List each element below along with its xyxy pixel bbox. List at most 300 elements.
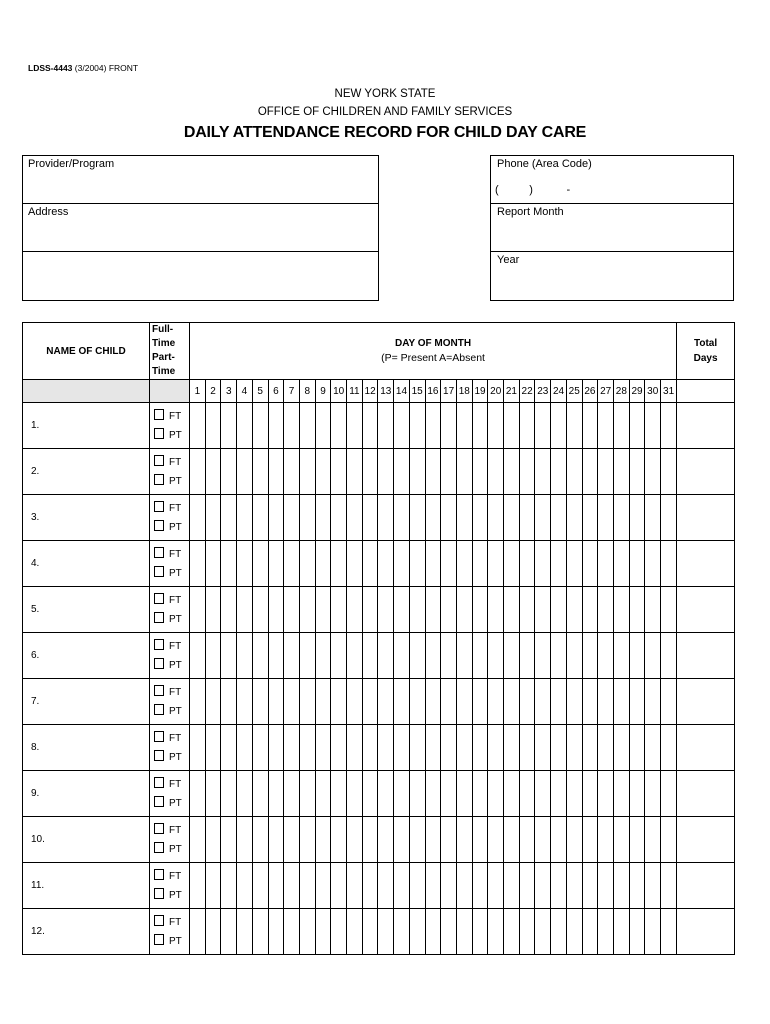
attendance-cell-day-11[interactable] <box>347 771 363 817</box>
attendance-cell-day-28[interactable] <box>613 679 629 725</box>
attendance-cell-day-26[interactable] <box>582 449 598 495</box>
attendance-cell-day-7[interactable] <box>284 403 300 449</box>
ft-checkbox[interactable] <box>154 639 164 650</box>
attendance-cell-day-22[interactable] <box>519 863 535 909</box>
attendance-cell-day-31[interactable] <box>661 725 677 771</box>
attendance-cell-day-13[interactable] <box>378 633 394 679</box>
attendance-cell-day-26[interactable] <box>582 771 598 817</box>
attendance-cell-day-19[interactable] <box>472 495 488 541</box>
attendance-cell-day-18[interactable] <box>456 863 472 909</box>
attendance-cell-day-25[interactable] <box>566 541 582 587</box>
attendance-cell-day-26[interactable] <box>582 909 598 955</box>
attendance-cell-day-7[interactable] <box>284 771 300 817</box>
attendance-cell-day-6[interactable] <box>268 817 284 863</box>
attendance-cell-day-23[interactable] <box>535 909 551 955</box>
total-days-cell[interactable] <box>677 817 735 863</box>
attendance-cell-day-8[interactable] <box>299 495 315 541</box>
attendance-cell-day-25[interactable] <box>566 771 582 817</box>
attendance-cell-day-12[interactable] <box>362 679 378 725</box>
attendance-cell-day-14[interactable] <box>394 679 410 725</box>
attendance-cell-day-31[interactable] <box>661 587 677 633</box>
attendance-cell-day-19[interactable] <box>472 541 488 587</box>
attendance-cell-day-5[interactable] <box>252 541 268 587</box>
child-name-cell[interactable] <box>23 817 150 863</box>
attendance-cell-day-19[interactable] <box>472 449 488 495</box>
attendance-cell-day-22[interactable] <box>519 633 535 679</box>
attendance-cell-day-3[interactable] <box>221 725 237 771</box>
attendance-cell-day-2[interactable] <box>205 495 221 541</box>
attendance-cell-day-5[interactable] <box>252 725 268 771</box>
attendance-cell-day-26[interactable] <box>582 725 598 771</box>
attendance-cell-day-12[interactable] <box>362 909 378 955</box>
attendance-cell-day-3[interactable] <box>221 771 237 817</box>
ft-checkbox[interactable] <box>154 823 164 834</box>
attendance-cell-day-15[interactable] <box>409 817 425 863</box>
attendance-cell-day-13[interactable] <box>378 541 394 587</box>
attendance-cell-day-14[interactable] <box>394 541 410 587</box>
attendance-cell-day-15[interactable] <box>409 909 425 955</box>
attendance-cell-day-6[interactable] <box>268 771 284 817</box>
attendance-cell-day-31[interactable] <box>661 541 677 587</box>
attendance-cell-day-16[interactable] <box>425 541 441 587</box>
attendance-cell-day-19[interactable] <box>472 403 488 449</box>
attendance-cell-day-7[interactable] <box>284 679 300 725</box>
attendance-cell-day-7[interactable] <box>284 817 300 863</box>
attendance-cell-day-23[interactable] <box>535 863 551 909</box>
attendance-cell-day-24[interactable] <box>551 541 567 587</box>
attendance-cell-day-1[interactable] <box>190 541 206 587</box>
attendance-cell-day-10[interactable] <box>331 541 347 587</box>
attendance-cell-day-20[interactable] <box>488 403 504 449</box>
attendance-cell-day-3[interactable] <box>221 449 237 495</box>
attendance-cell-day-27[interactable] <box>598 587 614 633</box>
attendance-cell-day-10[interactable] <box>331 403 347 449</box>
attendance-cell-day-5[interactable] <box>252 817 268 863</box>
child-name-cell[interactable] <box>23 403 150 449</box>
attendance-cell-day-26[interactable] <box>582 633 598 679</box>
attendance-cell-day-29[interactable] <box>629 541 645 587</box>
attendance-cell-day-20[interactable] <box>488 587 504 633</box>
attendance-cell-day-8[interactable] <box>299 633 315 679</box>
attendance-cell-day-25[interactable] <box>566 587 582 633</box>
attendance-cell-day-11[interactable] <box>347 495 363 541</box>
attendance-cell-day-6[interactable] <box>268 679 284 725</box>
attendance-cell-day-4[interactable] <box>237 863 253 909</box>
attendance-cell-day-21[interactable] <box>504 633 520 679</box>
attendance-cell-day-16[interactable] <box>425 679 441 725</box>
attendance-cell-day-31[interactable] <box>661 449 677 495</box>
attendance-cell-day-22[interactable] <box>519 679 535 725</box>
attendance-cell-day-18[interactable] <box>456 679 472 725</box>
attendance-cell-day-26[interactable] <box>582 541 598 587</box>
attendance-cell-day-6[interactable] <box>268 495 284 541</box>
attendance-cell-day-18[interactable] <box>456 725 472 771</box>
attendance-cell-day-3[interactable] <box>221 495 237 541</box>
attendance-cell-day-9[interactable] <box>315 403 331 449</box>
pt-checkbox[interactable] <box>154 888 164 899</box>
attendance-cell-day-5[interactable] <box>252 771 268 817</box>
attendance-cell-day-9[interactable] <box>315 909 331 955</box>
attendance-cell-day-28[interactable] <box>613 863 629 909</box>
attendance-cell-day-8[interactable] <box>299 725 315 771</box>
attendance-cell-day-25[interactable] <box>566 817 582 863</box>
attendance-cell-day-28[interactable] <box>613 725 629 771</box>
attendance-cell-day-24[interactable] <box>551 725 567 771</box>
attendance-cell-day-8[interactable] <box>299 771 315 817</box>
attendance-cell-day-11[interactable] <box>347 909 363 955</box>
attendance-cell-day-2[interactable] <box>205 909 221 955</box>
attendance-cell-day-29[interactable] <box>629 403 645 449</box>
attendance-cell-day-27[interactable] <box>598 541 614 587</box>
attendance-cell-day-24[interactable] <box>551 909 567 955</box>
attendance-cell-day-13[interactable] <box>378 495 394 541</box>
attendance-cell-day-15[interactable] <box>409 679 425 725</box>
attendance-cell-day-22[interactable] <box>519 817 535 863</box>
attendance-cell-day-20[interactable] <box>488 817 504 863</box>
attendance-cell-day-29[interactable] <box>629 633 645 679</box>
attendance-cell-day-1[interactable] <box>190 633 206 679</box>
attendance-cell-day-16[interactable] <box>425 817 441 863</box>
attendance-cell-day-11[interactable] <box>347 633 363 679</box>
attendance-cell-day-21[interactable] <box>504 541 520 587</box>
attendance-cell-day-5[interactable] <box>252 403 268 449</box>
child-name-cell[interactable] <box>23 495 150 541</box>
attendance-cell-day-30[interactable] <box>645 771 661 817</box>
attendance-cell-day-30[interactable] <box>645 495 661 541</box>
attendance-cell-day-22[interactable] <box>519 909 535 955</box>
attendance-cell-day-22[interactable] <box>519 449 535 495</box>
attendance-cell-day-26[interactable] <box>582 403 598 449</box>
attendance-cell-day-4[interactable] <box>237 541 253 587</box>
attendance-cell-day-23[interactable] <box>535 817 551 863</box>
attendance-cell-day-25[interactable] <box>566 633 582 679</box>
attendance-cell-day-17[interactable] <box>441 541 457 587</box>
attendance-cell-day-9[interactable] <box>315 587 331 633</box>
attendance-cell-day-14[interactable] <box>394 863 410 909</box>
pt-checkbox[interactable] <box>154 658 164 669</box>
attendance-cell-day-18[interactable] <box>456 633 472 679</box>
attendance-cell-day-18[interactable] <box>456 495 472 541</box>
ft-checkbox[interactable] <box>154 501 164 512</box>
attendance-cell-day-3[interactable] <box>221 403 237 449</box>
attendance-cell-day-29[interactable] <box>629 909 645 955</box>
attendance-cell-day-1[interactable] <box>190 587 206 633</box>
attendance-cell-day-4[interactable] <box>237 725 253 771</box>
attendance-cell-day-23[interactable] <box>535 679 551 725</box>
attendance-cell-day-24[interactable] <box>551 817 567 863</box>
attendance-cell-day-31[interactable] <box>661 863 677 909</box>
attendance-cell-day-30[interactable] <box>645 403 661 449</box>
attendance-cell-day-19[interactable] <box>472 587 488 633</box>
attendance-cell-day-1[interactable] <box>190 909 206 955</box>
attendance-cell-day-20[interactable] <box>488 679 504 725</box>
child-name-cell[interactable] <box>23 771 150 817</box>
attendance-cell-day-12[interactable] <box>362 541 378 587</box>
attendance-cell-day-1[interactable] <box>190 817 206 863</box>
attendance-cell-day-17[interactable] <box>441 771 457 817</box>
attendance-cell-day-25[interactable] <box>566 863 582 909</box>
attendance-cell-day-16[interactable] <box>425 909 441 955</box>
attendance-cell-day-22[interactable] <box>519 771 535 817</box>
attendance-cell-day-4[interactable] <box>237 495 253 541</box>
attendance-cell-day-15[interactable] <box>409 449 425 495</box>
total-days-cell[interactable] <box>677 633 735 679</box>
attendance-cell-day-6[interactable] <box>268 725 284 771</box>
attendance-cell-day-19[interactable] <box>472 863 488 909</box>
attendance-cell-day-29[interactable] <box>629 863 645 909</box>
attendance-cell-day-21[interactable] <box>504 587 520 633</box>
attendance-cell-day-25[interactable] <box>566 449 582 495</box>
attendance-cell-day-2[interactable] <box>205 587 221 633</box>
attendance-cell-day-5[interactable] <box>252 679 268 725</box>
attendance-cell-day-2[interactable] <box>205 541 221 587</box>
attendance-cell-day-2[interactable] <box>205 449 221 495</box>
attendance-cell-day-1[interactable] <box>190 449 206 495</box>
attendance-cell-day-8[interactable] <box>299 863 315 909</box>
attendance-cell-day-27[interactable] <box>598 817 614 863</box>
attendance-cell-day-23[interactable] <box>535 449 551 495</box>
pt-checkbox[interactable] <box>154 520 164 531</box>
attendance-cell-day-19[interactable] <box>472 771 488 817</box>
attendance-cell-day-9[interactable] <box>315 725 331 771</box>
attendance-cell-day-3[interactable] <box>221 817 237 863</box>
attendance-cell-day-30[interactable] <box>645 863 661 909</box>
attendance-cell-day-30[interactable] <box>645 587 661 633</box>
attendance-cell-day-4[interactable] <box>237 771 253 817</box>
attendance-cell-day-9[interactable] <box>315 449 331 495</box>
attendance-cell-day-18[interactable] <box>456 771 472 817</box>
attendance-cell-day-1[interactable] <box>190 679 206 725</box>
attendance-cell-day-4[interactable] <box>237 587 253 633</box>
attendance-cell-day-18[interactable] <box>456 909 472 955</box>
attendance-cell-day-21[interactable] <box>504 817 520 863</box>
ft-checkbox[interactable] <box>154 409 164 420</box>
attendance-cell-day-1[interactable] <box>190 771 206 817</box>
attendance-cell-day-20[interactable] <box>488 541 504 587</box>
attendance-cell-day-8[interactable] <box>299 403 315 449</box>
attendance-cell-day-15[interactable] <box>409 771 425 817</box>
attendance-cell-day-14[interactable] <box>394 909 410 955</box>
attendance-cell-day-21[interactable] <box>504 909 520 955</box>
attendance-cell-day-27[interactable] <box>598 725 614 771</box>
attendance-cell-day-20[interactable] <box>488 863 504 909</box>
attendance-cell-day-13[interactable] <box>378 909 394 955</box>
attendance-cell-day-16[interactable] <box>425 403 441 449</box>
attendance-cell-day-26[interactable] <box>582 817 598 863</box>
ft-checkbox[interactable] <box>154 777 164 788</box>
attendance-cell-day-17[interactable] <box>441 449 457 495</box>
attendance-cell-day-17[interactable] <box>441 817 457 863</box>
attendance-cell-day-15[interactable] <box>409 587 425 633</box>
attendance-cell-day-5[interactable] <box>252 587 268 633</box>
attendance-cell-day-3[interactable] <box>221 909 237 955</box>
attendance-cell-day-9[interactable] <box>315 633 331 679</box>
attendance-cell-day-28[interactable] <box>613 587 629 633</box>
attendance-cell-day-18[interactable] <box>456 449 472 495</box>
attendance-cell-day-10[interactable] <box>331 449 347 495</box>
total-days-cell[interactable] <box>677 725 735 771</box>
attendance-cell-day-16[interactable] <box>425 863 441 909</box>
attendance-cell-day-30[interactable] <box>645 725 661 771</box>
attendance-cell-day-21[interactable] <box>504 863 520 909</box>
attendance-cell-day-1[interactable] <box>190 495 206 541</box>
attendance-cell-day-28[interactable] <box>613 909 629 955</box>
attendance-cell-day-30[interactable] <box>645 541 661 587</box>
pt-checkbox[interactable] <box>154 428 164 439</box>
attendance-cell-day-7[interactable] <box>284 725 300 771</box>
report-month-field[interactable]: Report Month <box>497 206 564 218</box>
attendance-cell-day-20[interactable] <box>488 725 504 771</box>
attendance-cell-day-13[interactable] <box>378 725 394 771</box>
attendance-cell-day-27[interactable] <box>598 495 614 541</box>
attendance-cell-day-3[interactable] <box>221 863 237 909</box>
attendance-cell-day-23[interactable] <box>535 725 551 771</box>
ft-checkbox[interactable] <box>154 915 164 926</box>
ft-checkbox[interactable] <box>154 731 164 742</box>
attendance-cell-day-20[interactable] <box>488 633 504 679</box>
attendance-cell-day-21[interactable] <box>504 403 520 449</box>
pt-checkbox[interactable] <box>154 750 164 761</box>
attendance-cell-day-5[interactable] <box>252 909 268 955</box>
attendance-cell-day-10[interactable] <box>331 771 347 817</box>
attendance-cell-day-25[interactable] <box>566 725 582 771</box>
attendance-cell-day-7[interactable] <box>284 495 300 541</box>
attendance-cell-day-17[interactable] <box>441 495 457 541</box>
attendance-cell-day-17[interactable] <box>441 587 457 633</box>
ft-checkbox[interactable] <box>154 593 164 604</box>
attendance-cell-day-1[interactable] <box>190 863 206 909</box>
total-days-cell[interactable] <box>677 679 735 725</box>
attendance-cell-day-20[interactable] <box>488 449 504 495</box>
pt-checkbox[interactable] <box>154 934 164 945</box>
attendance-cell-day-15[interactable] <box>409 495 425 541</box>
attendance-cell-day-12[interactable] <box>362 633 378 679</box>
attendance-cell-day-29[interactable] <box>629 449 645 495</box>
attendance-cell-day-27[interactable] <box>598 449 614 495</box>
attendance-cell-day-26[interactable] <box>582 587 598 633</box>
attendance-cell-day-13[interactable] <box>378 449 394 495</box>
attendance-cell-day-12[interactable] <box>362 817 378 863</box>
attendance-cell-day-28[interactable] <box>613 633 629 679</box>
attendance-cell-day-18[interactable] <box>456 817 472 863</box>
attendance-cell-day-21[interactable] <box>504 725 520 771</box>
attendance-cell-day-15[interactable] <box>409 403 425 449</box>
attendance-cell-day-1[interactable] <box>190 403 206 449</box>
attendance-cell-day-2[interactable] <box>205 863 221 909</box>
attendance-cell-day-27[interactable] <box>598 863 614 909</box>
attendance-cell-day-24[interactable] <box>551 633 567 679</box>
attendance-cell-day-10[interactable] <box>331 679 347 725</box>
attendance-cell-day-2[interactable] <box>205 633 221 679</box>
total-days-cell[interactable] <box>677 863 735 909</box>
attendance-cell-day-29[interactable] <box>629 771 645 817</box>
attendance-cell-day-17[interactable] <box>441 679 457 725</box>
attendance-cell-day-16[interactable] <box>425 587 441 633</box>
attendance-cell-day-6[interactable] <box>268 403 284 449</box>
attendance-cell-day-10[interactable] <box>331 863 347 909</box>
attendance-cell-day-8[interactable] <box>299 679 315 725</box>
attendance-cell-day-7[interactable] <box>284 863 300 909</box>
child-name-cell[interactable] <box>23 909 150 955</box>
attendance-cell-day-27[interactable] <box>598 909 614 955</box>
pt-checkbox[interactable] <box>154 612 164 623</box>
attendance-cell-day-26[interactable] <box>582 495 598 541</box>
attendance-cell-day-6[interactable] <box>268 587 284 633</box>
attendance-cell-day-17[interactable] <box>441 909 457 955</box>
attendance-cell-day-4[interactable] <box>237 633 253 679</box>
attendance-cell-day-14[interactable] <box>394 771 410 817</box>
attendance-cell-day-24[interactable] <box>551 587 567 633</box>
attendance-cell-day-12[interactable] <box>362 449 378 495</box>
attendance-cell-day-23[interactable] <box>535 541 551 587</box>
attendance-cell-day-28[interactable] <box>613 817 629 863</box>
total-days-cell[interactable] <box>677 495 735 541</box>
attendance-cell-day-13[interactable] <box>378 771 394 817</box>
attendance-cell-day-25[interactable] <box>566 679 582 725</box>
attendance-cell-day-6[interactable] <box>268 541 284 587</box>
attendance-cell-day-29[interactable] <box>629 495 645 541</box>
attendance-cell-day-15[interactable] <box>409 725 425 771</box>
attendance-cell-day-19[interactable] <box>472 633 488 679</box>
attendance-cell-day-15[interactable] <box>409 541 425 587</box>
attendance-cell-day-17[interactable] <box>441 863 457 909</box>
attendance-cell-day-13[interactable] <box>378 863 394 909</box>
attendance-cell-day-18[interactable] <box>456 587 472 633</box>
total-days-cell[interactable] <box>677 587 735 633</box>
attendance-cell-day-6[interactable] <box>268 863 284 909</box>
attendance-cell-day-10[interactable] <box>331 587 347 633</box>
attendance-cell-day-9[interactable] <box>315 817 331 863</box>
ft-checkbox[interactable] <box>154 685 164 696</box>
child-name-cell[interactable] <box>23 449 150 495</box>
attendance-cell-day-29[interactable] <box>629 587 645 633</box>
attendance-cell-day-31[interactable] <box>661 679 677 725</box>
attendance-cell-day-3[interactable] <box>221 633 237 679</box>
child-name-cell[interactable] <box>23 587 150 633</box>
attendance-cell-day-18[interactable] <box>456 403 472 449</box>
child-name-cell[interactable] <box>23 679 150 725</box>
attendance-cell-day-20[interactable] <box>488 771 504 817</box>
ft-checkbox[interactable] <box>154 455 164 466</box>
attendance-cell-day-9[interactable] <box>315 495 331 541</box>
address-field[interactable]: Address <box>28 206 69 218</box>
attendance-cell-day-3[interactable] <box>221 587 237 633</box>
attendance-cell-day-19[interactable] <box>472 679 488 725</box>
attendance-cell-day-19[interactable] <box>472 817 488 863</box>
attendance-cell-day-6[interactable] <box>268 633 284 679</box>
attendance-cell-day-24[interactable] <box>551 495 567 541</box>
attendance-cell-day-19[interactable] <box>472 725 488 771</box>
attendance-cell-day-12[interactable] <box>362 863 378 909</box>
pt-checkbox[interactable] <box>154 704 164 715</box>
attendance-cell-day-28[interactable] <box>613 771 629 817</box>
attendance-cell-day-6[interactable] <box>268 909 284 955</box>
pt-checkbox[interactable] <box>154 474 164 485</box>
attendance-cell-day-7[interactable] <box>284 909 300 955</box>
attendance-cell-day-16[interactable] <box>425 771 441 817</box>
attendance-cell-day-4[interactable] <box>237 449 253 495</box>
attendance-cell-day-13[interactable] <box>378 587 394 633</box>
attendance-cell-day-8[interactable] <box>299 449 315 495</box>
attendance-cell-day-30[interactable] <box>645 909 661 955</box>
attendance-cell-day-25[interactable] <box>566 495 582 541</box>
attendance-cell-day-14[interactable] <box>394 633 410 679</box>
attendance-cell-day-26[interactable] <box>582 863 598 909</box>
attendance-cell-day-13[interactable] <box>378 403 394 449</box>
attendance-cell-day-15[interactable] <box>409 863 425 909</box>
attendance-cell-day-27[interactable] <box>598 633 614 679</box>
attendance-cell-day-14[interactable] <box>394 587 410 633</box>
